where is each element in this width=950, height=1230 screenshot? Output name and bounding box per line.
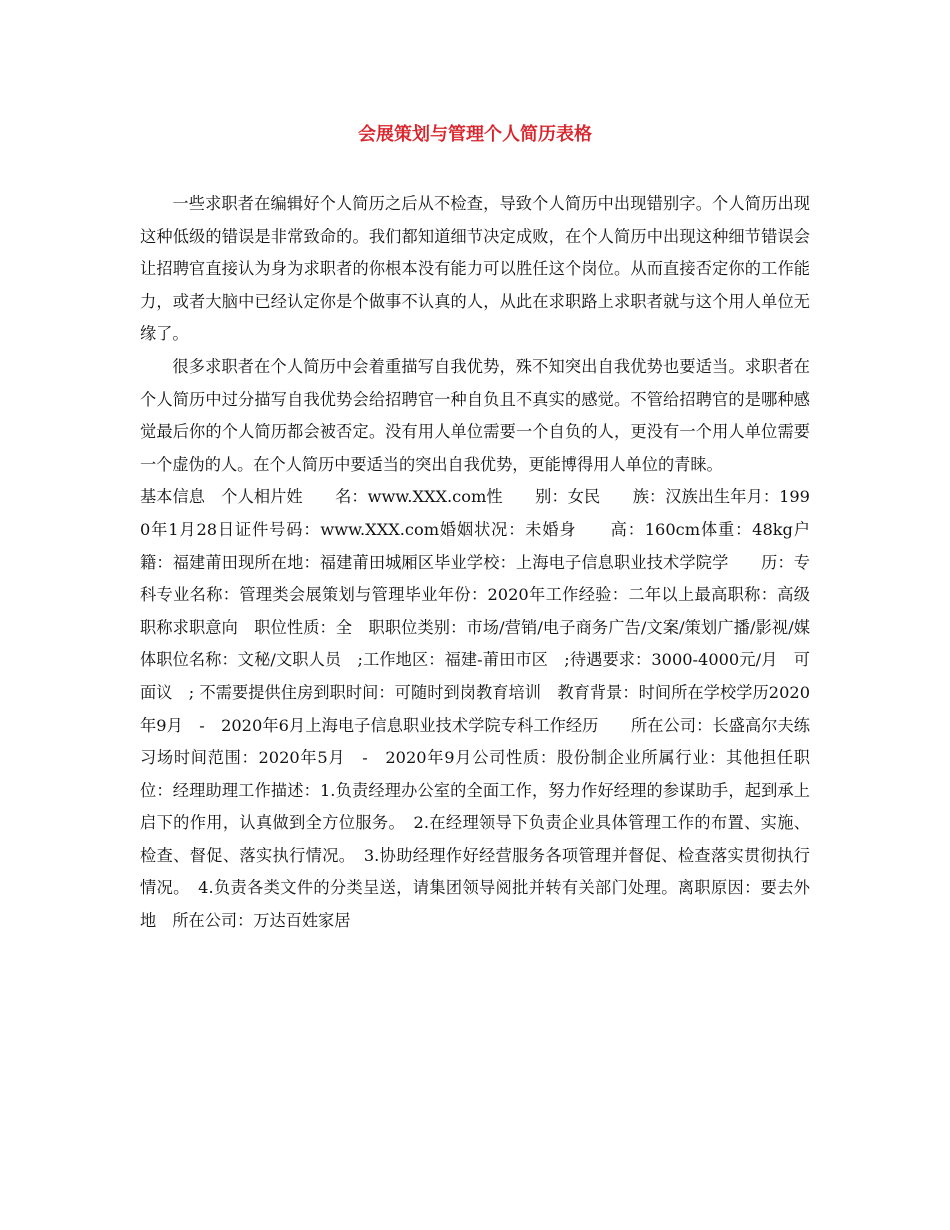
document-body <box>140 188 843 938</box>
intro-paragraph-1: 一些求职者在编辑好个人简历之后从不检查，导致个人简历中出现错别字。个人简历出现这种低级的错误是非常致命的。我们都知道细节决定成败，在个人简历中出现这种细节错误会让招聘官直接认为身为求职者的你根本没有能力可以胜任这个岗位。从而直接否定你的工作能力，或者大脑中已经认定你是个做事不认真的人，从此在求职路上求职者就与这个用人单位无缘了。 <box>140 194 810 344</box>
resume-details-paragraph: 基本信息 个人相片姓 名：www.XXX.com性 别：女民 族：汉族出生年月：1990年1月28日证件号码：www.XXX.com婚姻状况：未婚身 高：160cm体重：48kg户 籍：福建莆田现所在地：福建莆田城厢区毕业学校：上海电子信息职业技术学院学 历：专科专业名称：管理类会展策划与管理毕业年份：2020年工作经验：二年以上最高职称：高级职称求职意向 职位性质：全 职职位类别：市场/营销/电子商务广告/文案/策划广播/影视/媒体职位名称：文秘/文职人员 ;工作地区：福建-莆田市区 ;待遇要求：3000-4000元/月 可面议 ; 不需要提供住房到职时间：可随时到岗教育培训 教育背景：时间所在学校学历2020年9月 - 2020年6月上海电子信息职业技术学院专科工作经历 所在公司：长盛高尔夫练习场时间范围：2020年5月 - 2020年9月公司性质：股份制企业所属行业：其他担任职位：经理助理工作描述：1.负责经理办公室的全面工作，努力作好经理的参谋助手，起到承上启下的作用，认真做到全方位服务。 2.在经理领导下负责企业具体管理工作的布置、实施、检查、督促、落实执行情况。 3.协助经理作好经营服务各项管理并督促、检查落实贯彻执行情况。 4.负责各类文件的分类呈送，请集团领导阅批并转有关部门处理。离职原因：要去外地 所在公司：万达百姓家居 <box>140 487 843 931</box>
document-title: 会展策划与管理个人简历表格 <box>358 124 592 145</box>
intro-paragraph-2: 很多求职者在个人简历中会着重描写自我优势，殊不知突出自我优势也要适当。求职者在个人简历中过分描写自我优势会给招聘官一种自负且不真实的感觉。不管给招聘官的是哪种感觉最后你的个人简历都会被否定。没有用人单位需要一个自负的人，更没有一个用人单位需要一个虚伪的人。在个人简历中要适当的突出自我优势，更能博得用人单位的青睐。 <box>140 356 810 474</box>
